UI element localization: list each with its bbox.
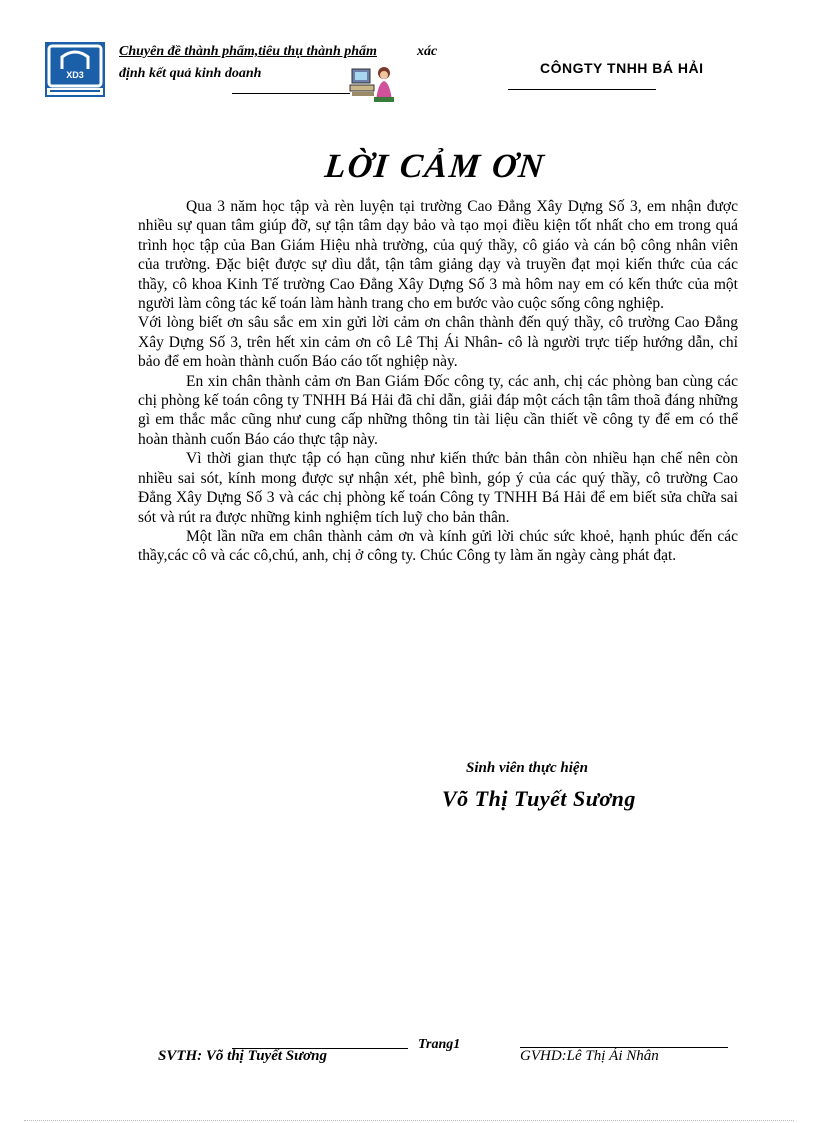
svg-text:XD3: XD3 [66,70,84,80]
paragraph: En xin chân thành cảm ơn Ban Giám Đốc công ty, các anh, chị các phòng ban cùng các chị phòng kế toán công ty TNHH Bá Hải đã chỉ dẫn, giải đáp một cách tận tâm thoã đáng những gì em thắc mắc cũng như cung cấp những thông tin tài liệu cần thiết về công ty để em có thể hoàn thành cuốn Báo cáo thực tập này. [138,372,738,448]
footer-student: SVTH: Võ thị Tuyết Sương [158,1048,328,1064]
topic-line-1-tail: xác [416,44,438,59]
header-rule-right [508,89,656,90]
paragraph: Qua 3 năm học tập và rèn luyện tại trường Cao Đẳng Xây Dựng Số 3, em nhận được nhiều sự quan tâm giúp đỡ, sự tận tâm dạy bảo và tạo mọi điều kiện tốt nhất cho em trong quá trình học tập của Ban Giám Hiệu nhà trường, của quý thầy, cô giáo và cán bộ công nhân viên của trường. Đặc biệt được sự dìu dắt, tận tâm giảng dạy và truyền đạt mọi kiến thức của các thầy, cô khoa Kinh Tế trường Cao Đẳng Xây Dựng Số 3 mà hôm nay em có kến thức của một người làm công tác kế toán làm hành trang cho em bước vào cuộc sống công nghiệp. [138,198,738,313]
page-title: LỜI CẢM ƠN [322,148,548,185]
body-text [138,197,738,566]
page-bottom-border [24,1120,794,1121]
signature-name: Võ Thị Tuyết Sương [442,786,636,811]
paragraph: Vì thời gian thực tập có hạn cũng như kiến thức bản thân còn nhiều hạn chế nên còn nhiều sai sót, kính mong được sự nhận xét, phê bình, góp ý của các quý thầy, cô trường Cao Đẳng Xây Dựng Số 3 và các chị phòng kế toán Công ty TNHH Bá Hải để em biết sửa chữa sai sót và rút ra được những kinh nghiệm tích luỹ cho bản thân. [138,450,738,526]
paragraph: Một lần nữa em chân thành cảm ơn và kính gửi lời chúc sức khoẻ, hạnh phúc đến các thầy,các cô và các cô,chú, anh, chị ở công ty. Chúc Công ty làm ăn ngày càng phát đạt. [138,527,738,565]
paragraph: Với lòng biết ơn sâu sắc em xin gửi lời cảm ơn chân thành đến quý thầy, cô trường Cao Đẳng Xây Dựng Số 3, trên hết xin cảm ơn cô Lê Thị Ái Nhân- cô là người trực tiếp hướng dẫn, chỉ bảo để em hoàn thành cuốn Báo cáo tốt nghiệp này. [138,314,738,371]
student-computer-clipart-icon [348,63,396,103]
company-name: CÔNGTY TNHH BÁ HẢI [540,60,704,76]
document-topic [119,41,539,85]
header-rule-left [232,93,350,94]
school-logo-icon [44,41,106,98]
page-number: Trang1 [418,1037,461,1052]
signature-role: Sinh viên thực hiện [466,760,588,776]
topic-line-1: Chuyên đề thành phẩm,tiêu thụ thành phẩm [119,44,377,59]
topic-line-2: định kết quả kinh doanh [119,66,262,81]
footer-advisor: GVHD:Lê Thị Ái Nhân [520,1048,659,1064]
